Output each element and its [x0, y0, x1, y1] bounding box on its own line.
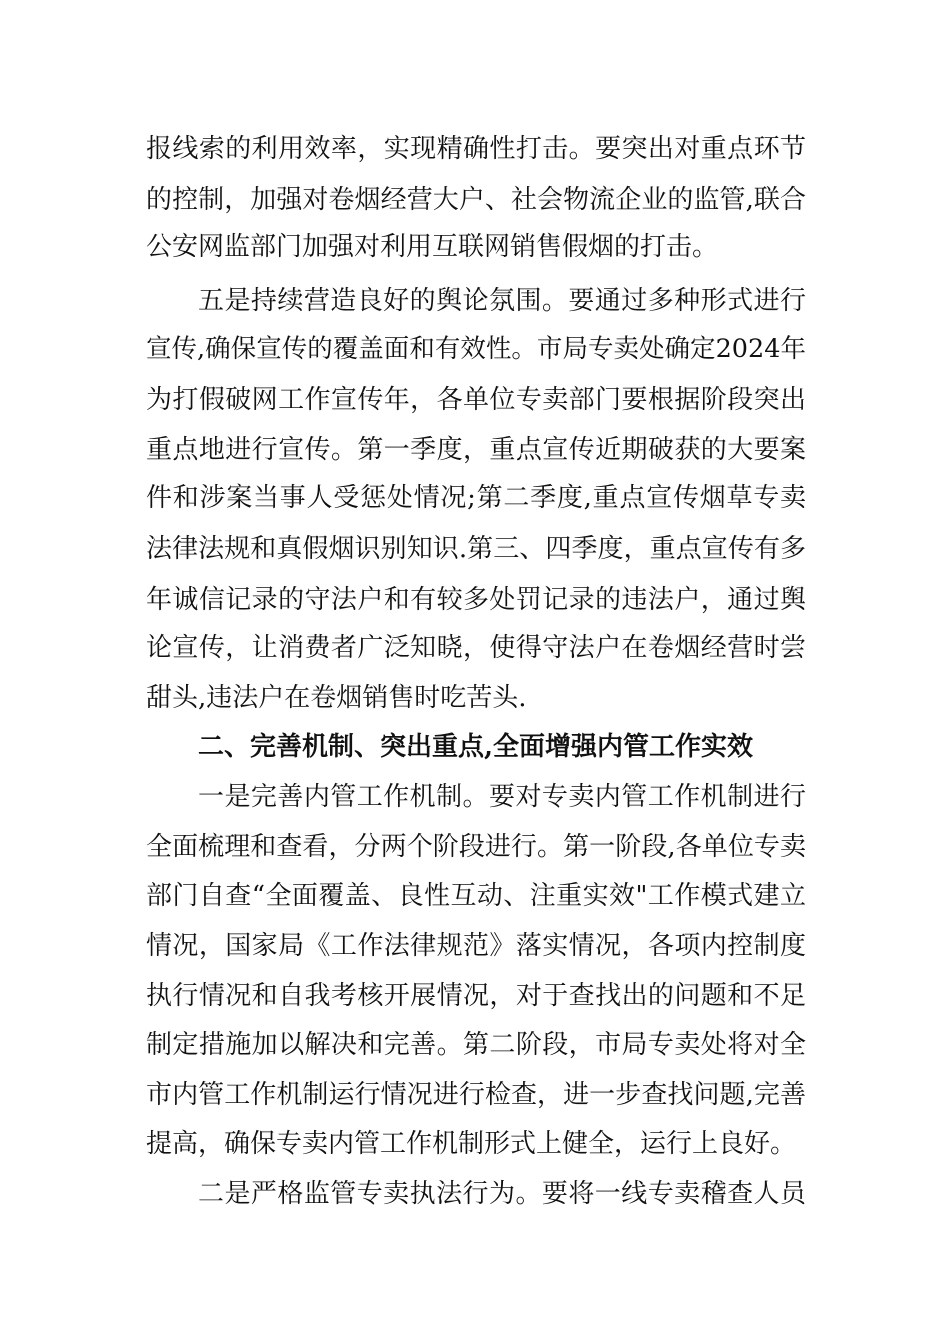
text-line: 甜头,违法户在卷烟销售时吃苦头. [146, 683, 527, 713]
text-line: 为打假破网工作宣传年，各单位专卖部门要根据阶段突出 [146, 385, 806, 415]
text-line: 论宣传，让消费者广泛知晓，使得守法户在卷烟经营时尝 [146, 633, 806, 663]
text-line: 部门自查“全面覆盖、良性互动、注重实效"工作模式建立 [146, 881, 806, 911]
text-line: 的控制，加强对卷烟经营大户、社会物流企业的监管,联合 [146, 185, 806, 215]
text-line: 重点地进行宣传。第一季度，重点宣传近期破获的大要案 [146, 435, 806, 465]
paragraph-start-line: 五是持续营造良好的舆论氛围。要通过多种形式进行 [198, 286, 806, 316]
text-line: 件和涉案当事人受惩处情况;第二季度,重点宣传烟草专卖 [146, 483, 806, 513]
paragraph-start-line: 二是严格监管专卖执法行为。要将一线专卖稽查人员 [198, 1179, 806, 1209]
text-line: 执行情况和自我考核开展情况，对于查找出的问题和不足 [146, 981, 806, 1011]
section-heading: 二、完善机制、突出重点,全面增强内管工作实效 [198, 732, 754, 762]
text-line: 年诚信记录的守法户和有较多处罚记录的违法户，通过舆 [146, 585, 806, 615]
text-line: 提高，确保专卖内管工作机制形式上健全，运行上良好。 [146, 1129, 797, 1159]
text-line: 报线索的利用效率，实现精确性打击。要突出对重点环节 [146, 134, 806, 164]
text-line: 宣传,确保宣传的覆盖面和有效性。市局专卖处确定2024年 [146, 334, 806, 364]
text-line: 制定措施加以解决和完善。第二阶段，市局专卖处将对全 [146, 1030, 806, 1060]
text-line: 全面梳理和查看，分两个阶段进行。第一阶段,各单位专卖 [146, 832, 806, 862]
text-line: 公安网监部门加强对利用互联网销售假烟的打击。 [146, 232, 719, 262]
text-line: 情况，国家局《工作法律规范》落实情况，各项内控制度 [146, 931, 806, 961]
text-line: 市内管工作机制运行情况进行检查，进一步查找问题,完善 [146, 1080, 806, 1110]
paragraph-start-line: 一是完善内管工作机制。要对专卖内管工作机制进行 [198, 782, 806, 812]
text-line: 法律法规和真假烟识别知识.第三、四季度，重点宣传有多 [146, 534, 806, 564]
